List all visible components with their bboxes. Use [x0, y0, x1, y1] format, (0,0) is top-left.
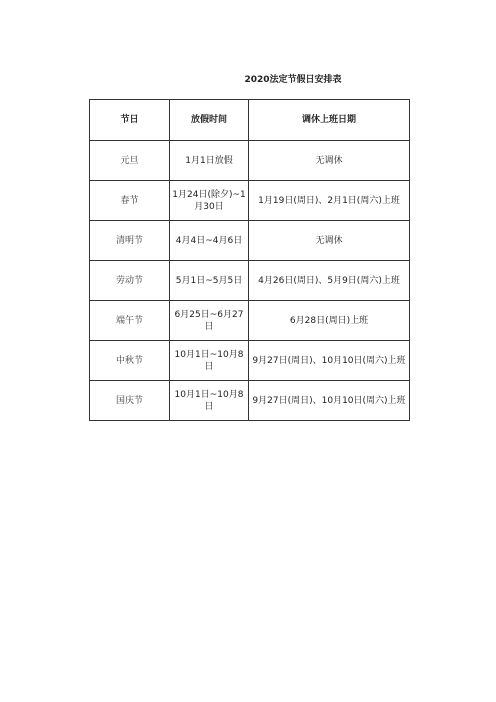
table-row — [90, 261, 410, 301]
off-time-cell: 10月1日~10月8日 — [170, 381, 249, 421]
makeup-workday-cell: 9月27日(周日)、10月10日(周六)上班 — [249, 381, 410, 421]
table-row — [90, 301, 410, 341]
makeup-workday-cell: 无调休 — [249, 141, 410, 181]
makeup-workday-cell: 无调休 — [249, 221, 410, 261]
holiday-name-cell: 端午节 — [90, 301, 170, 341]
makeup-workday-cell: 4月26日(周日)、5月9日(周六)上班 — [249, 261, 410, 301]
header-off-time: 放假时间 — [170, 100, 249, 141]
table-row — [90, 221, 410, 261]
makeup-workday-cell: 6月28日(周日)上班 — [249, 301, 410, 341]
holiday-schedule-table — [89, 99, 410, 421]
off-time-cell: 4月4日~4月6日 — [170, 221, 249, 261]
makeup-workday-cell: 1月19日(周日)、2月1日(周六)上班 — [249, 181, 410, 221]
header-holiday: 节日 — [90, 100, 170, 141]
off-time-cell: 1月24日(除夕)~1月30日 — [170, 181, 249, 221]
holiday-name-cell: 元旦 — [90, 141, 170, 181]
off-time-cell: 1月1日放假 — [170, 141, 249, 181]
table-header-row — [90, 100, 410, 141]
table-row — [90, 381, 410, 421]
document-title — [0, 74, 496, 86]
off-time-cell: 10月1日~10月8日 — [170, 341, 249, 381]
holiday-name-cell: 中秋节 — [90, 341, 170, 381]
off-time-cell: 5月1日~5月5日 — [170, 261, 249, 301]
off-time-cell: 6月25日~6月27日 — [170, 301, 249, 341]
table-row — [90, 181, 410, 221]
document-title-text: 2020法定节假日安排表 — [244, 75, 342, 85]
makeup-workday-cell: 9月27日(周日)、10月10日(周六)上班 — [249, 341, 410, 381]
table-row — [90, 341, 410, 381]
header-makeup-workday: 调休上班日期 — [249, 100, 410, 141]
holiday-name-cell: 国庆节 — [90, 381, 170, 421]
holiday-name-cell: 劳动节 — [90, 261, 170, 301]
table-row — [90, 141, 410, 181]
holiday-name-cell: 春节 — [90, 181, 170, 221]
holiday-name-cell: 清明节 — [90, 221, 170, 261]
